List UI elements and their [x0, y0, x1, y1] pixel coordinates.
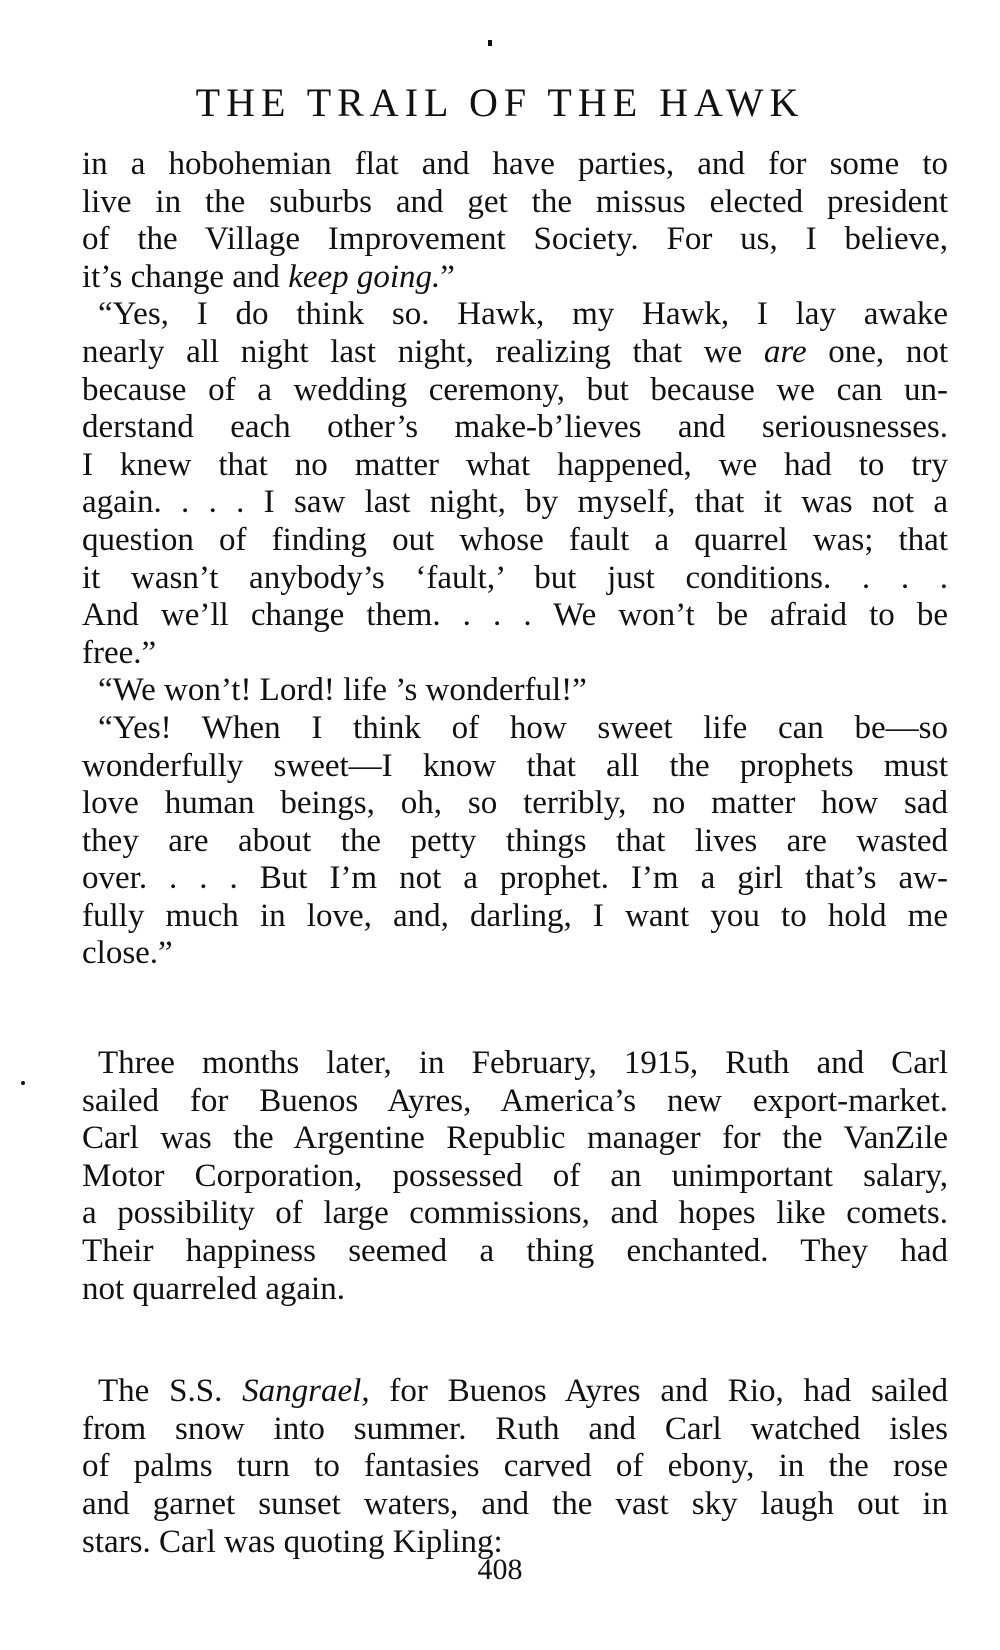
text-run: for Buenos Ayres and Rio, had sailed [369, 1373, 949, 1410]
text-line: free.” [82, 634, 157, 671]
running-head-title: THE TRAIL OF THE HAWK [195, 80, 805, 125]
section-break [82, 973, 948, 1045]
stray-print-mark [488, 40, 492, 46]
text-line: And we’ll change them. . . . We won’t be afraid to be [82, 597, 948, 634]
text-run: one, not [806, 333, 948, 370]
text-run: ” [440, 258, 455, 295]
stray-print-dot [21, 1081, 25, 1085]
text-line: of palms turn to fantasies carved of ebony, in the rose [82, 1448, 948, 1485]
text-line: question of finding out whose fault a quarrel was; that [82, 521, 948, 558]
text-line: “We won’t! Lord! life ’s wonderful!” [98, 672, 587, 709]
italic-ship-name: Sangrael, [242, 1373, 370, 1410]
text-line: Carl was the Argentine Republic manager for the VanZile [82, 1120, 948, 1157]
text-line: wonderfully sweet—I know that all the prophets must [82, 747, 948, 784]
text-line: over. . . . But I’m not a prophet. I’m a girl that’s aw- [82, 860, 948, 897]
text-line: love human beings, oh, so terribly, no matter how sad [82, 785, 948, 822]
text-line: close.” [82, 935, 173, 972]
text-line: in a hobohemian flat and have parties, and for some to [82, 146, 948, 182]
page-number: 408 [477, 1553, 523, 1586]
text-line: from snow into summer. Ruth and Carl watched isles [82, 1410, 948, 1447]
italic-text: are [763, 333, 807, 370]
paragraph [82, 710, 948, 973]
text-run: The S.S. [98, 1373, 243, 1410]
text-run: nearly all night last night, realizing that we [82, 333, 764, 370]
text-line: fully much in love, and, darling, I want you to hold me [82, 897, 948, 934]
text-line: sailed for Buenos Ayres, America’s new export-market. [82, 1082, 948, 1119]
text-line: “Yes, I do think so. Hawk, my Hawk, I lay awake [98, 296, 948, 333]
paragraph [82, 146, 948, 296]
text-line: again. . . . I saw last night, by myself, that it was not a [82, 484, 948, 521]
text-line: because of a wedding ceremony, but because we can un- [82, 371, 948, 408]
text-line: Three months later, in February, 1915, Ruth and Carl [98, 1045, 948, 1082]
paragraph [82, 1045, 948, 1308]
text-line: a possibility of large commissions, and hopes like comets. [82, 1195, 948, 1232]
text-line: Motor Corporation, possessed of an unimportant salary, [82, 1157, 948, 1194]
paragraph [82, 296, 948, 672]
text-line: live in the suburbs and get the missus elected president [82, 183, 948, 220]
text-line: not quarreled again. [82, 1270, 345, 1307]
text-line: of the Village Improvement Society. For us, I believe, [82, 221, 948, 258]
text-line: “Yes! When I think of how sweet life can be—so [98, 709, 948, 746]
italic-text: keep going. [288, 258, 441, 295]
text-run: it’s change and [82, 258, 289, 295]
text-line [82, 1373, 948, 1411]
body-text [82, 146, 948, 1561]
text-line: they are about the petty things that lives are wasted [82, 822, 948, 859]
text-line: derstand each other’s make-b’lieves and seriousnesses. [82, 409, 948, 446]
text-line: and garnet sunset waters, and the vast sky laugh out in [82, 1486, 948, 1522]
text-line: stars. Carl was quoting Kipling: [82, 1523, 503, 1560]
text-line [82, 259, 948, 297]
paragraph [82, 1373, 948, 1561]
text-line: I knew that no matter what happened, we had to try [82, 446, 948, 483]
paragraph [82, 672, 948, 710]
text-line: Their happiness seemed a thing enchanted. They had [82, 1233, 948, 1270]
text-line [82, 334, 948, 372]
text-line: it wasn’t anybody’s ‘fault,’ but just conditions. . . . [82, 559, 948, 596]
section-break [82, 1308, 948, 1373]
